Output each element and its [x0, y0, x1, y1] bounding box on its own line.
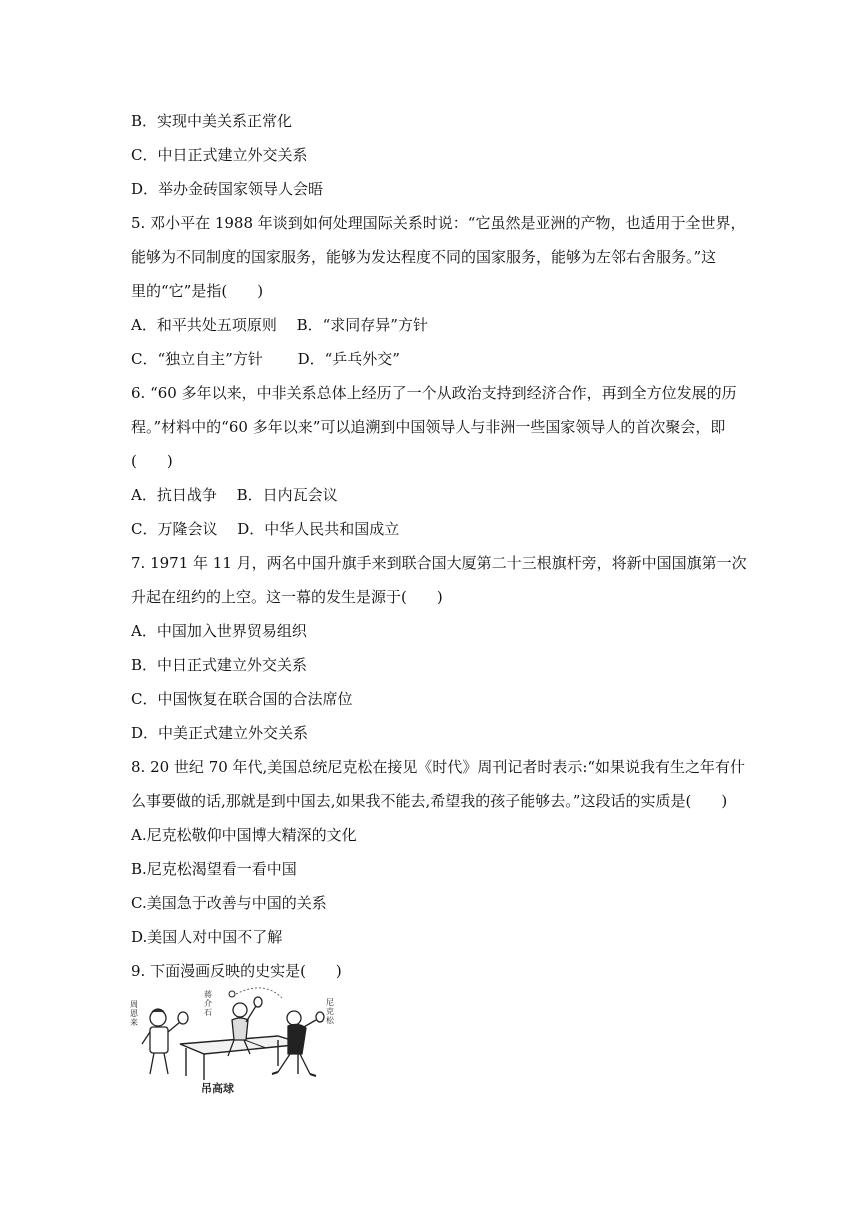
q7-stem-line1: 7. 1971 年 11 月，两名中国升旗手来到联合国大厦第二十三根旗杆旁，将新中国国旗第一次	[131, 554, 747, 572]
q8-option-a: A.尼克松敬仰中国博大精深的文化	[131, 826, 357, 844]
q7-option-b: B．中日正式建立外交关系	[131, 656, 308, 674]
label-nixon: 尼克松	[326, 998, 334, 1025]
q8-option-b: B.尼克松渴望看一看中国	[131, 860, 297, 878]
q8-option-c: C.美国急于改善与中国的关系	[131, 894, 327, 912]
q7-option-d: D．中美正式建立外交关系	[131, 724, 309, 742]
q6-options-cd: C．万隆会议 D．中华人民共和国成立	[131, 520, 400, 538]
q8-stem-line2: 么事要做的话,那就是到中国去,如果我不能去,希望我的孩子能够去。”这段话的实质是( )	[131, 792, 728, 810]
q7-stem-line2: 升起在纽约的上空。这一幕的发生是源于( )	[131, 588, 443, 606]
q5-options-ab: A．和平共处五项原则 B．“求同存异”方针	[131, 316, 428, 334]
q4-option-d: D．举办金砖国家领导人会晤	[131, 180, 324, 198]
label-chiang: 蒋介石	[204, 990, 212, 1017]
q8-option-d: D.美国人对中国不了解	[131, 928, 283, 946]
q9-stem: 9. 下面漫画反映的史实是( )	[131, 962, 342, 980]
q7-option-a: A．中国加入世界贸易组织	[131, 622, 307, 640]
figure-zhou	[142, 1009, 188, 1074]
q5-stem-line1: 5. 邓小平在 1988 年谈到如何处理国际关系时说：“它虽然是亚洲的产物，也适用于全世界，	[131, 214, 746, 232]
q4-option-c: C．中日正式建立外交关系	[131, 146, 308, 164]
label-zhou: 周恩来	[130, 1000, 138, 1027]
q5-stem-line2: 能够为不同制度的国家服务，能够为发达程度不同的国家服务，能够为左邻右舍服务。”这	[131, 248, 717, 266]
cartoon-caption: 吊高球	[201, 1082, 234, 1095]
table-illustration	[180, 1036, 304, 1080]
q6-options-ab: A．抗日战争 B．日内瓦会议	[131, 486, 338, 504]
q7-option-c: C．中国恢复在联合国的合法席位	[131, 690, 353, 708]
q6-stem-line3: ( )	[131, 452, 173, 470]
q5-options-cd: C．“独立自主”方针 D．“乒乓外交”	[131, 350, 400, 368]
q6-stem-line2: 程。”材料中的“60 多年以来”可以追溯到中国领导人与非洲一些国家领导人的首次聚会，即	[131, 418, 726, 436]
q4-option-b: B．实现中美关系正常化	[131, 112, 293, 130]
q8-stem-line1: 8. 20 世纪 70 年代,美国总统尼克松在接见《时代》周刊记者时表示:“如果说我有生之年有什	[131, 758, 746, 776]
cartoon-lob-image	[128, 982, 364, 1100]
q6-stem-line1: 6. “60 多年以来，中非关系总体上经历了一个从政治支持到经济合作，再到全方位发展的历	[131, 384, 737, 402]
q5-stem-line3: 里的“它”是指( )	[131, 282, 264, 300]
